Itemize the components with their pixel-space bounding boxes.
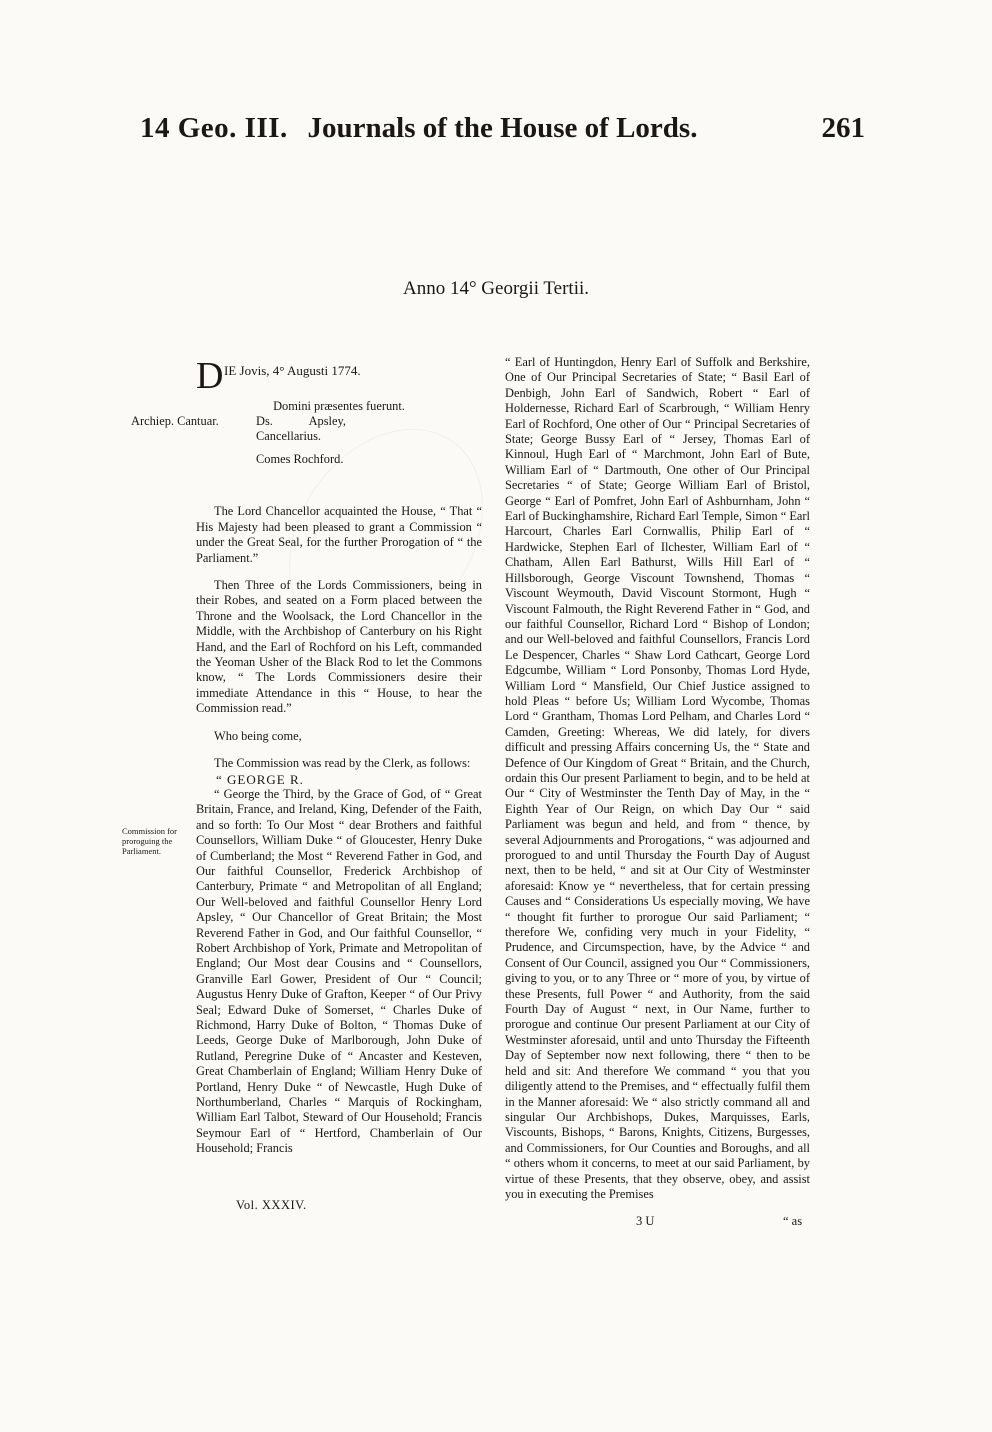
running-head-title: Journals of the House of Lords.	[307, 112, 698, 144]
attendee-chancellor: Ds. Apsley, Cancellarius.	[256, 414, 346, 444]
attendee-archbishop: Archiep. Cantuar.	[131, 414, 219, 429]
paragraph-commissioners: Then Three of the Lords Commissioners, being in their Robes, and seated on a Form placed between the Throne and the Woolsack, the Lord Chancellor in the Middle, with the Archbishop of Canterbury on his Right Hand, and the Earl of Rochford on his Left, commanded the Yeoman Usher of the Black Rod to let the Commons know, “ The Lords Commissioners desire their immediate Attendance in this “ House, to hear the Commission read.”	[196, 578, 482, 716]
page-number: 261	[821, 112, 865, 144]
date-text: IE Jovis, 4° Augusti 1774.	[224, 363, 361, 378]
volume-label: Vol. XXXIV.	[236, 1198, 307, 1212]
running-head	[140, 112, 865, 156]
right-column	[505, 355, 810, 1202]
paragraph-who-being-come: Who being come,	[214, 728, 302, 743]
paragraph-commission-text: “ George the Third, by the Grace of God, of “ Great Britain, France, and Ireland, King, Defender of the Faith, and so forth: To Our Most “ dear Brothers and faithful Counsellors, William Duke “ of Gloucester, Henry Duke of Cumberland; the Most “ Reverend Father in God, and Our faithful Counsellor, Frederick Archbishop of Canterbury, Primate “ and Metropolitan of all England; Our Well-beloved and faithful Counsellor Henry Lord Apsley, “ Our Chancellor of Great Britain; the Most Reverend Father in God, and Our faithful Counsellor, “ Robert Archbishop of York, Primate and Metropolitan of England; Our Most dear Cousins and “ Counsellors, Granville Earl Gower, President of Our “ Council; Augustus Henry Duke of Grafton, Keeper “ of Our Privy Seal; Edward Duke of Somerset, “ Charles Duke of Richmond, Harry Duke of Bolton, “ Thomas Duke of Leeds, George Duke of Marlborough, John Duke of Rutland, Peregrine Duke of “ Ancaster and Kesteven, Great Chamberlain of England; William Henry Duke of Portland, Henry Duke “ of Newcastle, Hugh Duke of Northumberland, Charles “ Marquis of Rockingham, William Earl Talbot, Steward of Our Household; Francis Seymour Earl of “ Hertford, Chamberlain of Our Household; Francis	[196, 786, 482, 1156]
catchword: “ as	[783, 1214, 803, 1228]
attendance-list	[131, 414, 482, 504]
paragraph-commission-continued: “ Earl of Huntingdon, Henry Earl of Suffolk and Berkshire, One of Our Principal Secretaries of State; “ Basil Earl of Denbigh, John Earl of Sandwich, Robert “ Earl of Holdernesse, Richard Earl of Scarbrough, “ William Henry Earl of Rochford, One other of Our “ Principal Secretaries of State; George Bussy Earl of “ Jersey, Thomas Earl of Kinnoul, Hugh Earl of “ Marchmont, John Earl of Bute, William Earl of “ Dartmouth, One other of Our Principal Secretaries “ of State; George William Earl of Bristol, George “ Earl of Pomfret, John Earl of Ashburnham, John “ Earl of Buckinghamshire, Richard Earl Temple, Simon “ Earl Harcourt, Charles Earl Cornwallis, Philip Earl of “ Hardwicke, Stephen Earl of Ilchester, William Earl of “ Chatham, Allen Earl Bathurst, Wills Hill Earl of “ Hillsborough, George Viscount Townshend, Thomas “ Viscount Weymouth, David Viscount Stormont, Hugh “ Viscount Falmouth, the Right Reverend Father in “ God, and our faithful Counsellor, Richard Lord “ Bishop of London; and our Well-beloved and faithful Counsellors, Francis Lord Le Despencer, Charles “ Shaw Lord Cathcart, George Lord Edgcumbe, William “ Lord Ponsonby, Thomas Lord Hyde, William Lord “ Mansfield, Our Chief Justice assigned to hold Pleas “ before Us; William Lord Wycombe, Thomas Lord “ Grantham, Thomas Lord Pelham, and Charles Lord “ Camden, Greeting: Whereas, We did lately, for divers difficult and pressing Affairs concerning Us, the “ State and Defence of Our Kingdom of Great “ Britain, and the Church, ordain this Our present Parliament to begin, and to be held at Our “ City of Westminster the Tenth Day of May, in the “ Eighth Year of Our Reign, on which Day Our “ said Parliament was begun and held, and from “ thence, by several Adjournments and Prorogations, “ was adjourned and prorogued to and until Thursday the Fourth Day of August next, then to be held, “ and sit at Our City of Westminster aforesaid: Know ye “ nevertheless, that for certain pressing Causes and “ Considerations Us especially moving, We have “ thought fit further to prorogue Our said Parliament; “ therefore We, confiding very much in your Fidelity, “ Prudence, and Circumspection, have, by the Advice “ and Consent of Our Council, assigned you Our “ Commissioners, giving to you, or to any Three or “ more of you, by virtue of these Presents, full Power “ and Authority, from the said Fourth Day of August “ next, in Our Name, further to prorogue and continue Our present Parliament at our City of Westminster aforesaid, until and unto Thursday the Fifteenth Day of September now next following, there “ then to be held and sit: And therefore We command “ you that you diligently attend to the Premises, and “ effectually fulfil them in the Manner aforesaid: We “ also strictly command all and singular Our Archbishops, Dukes, Marquisses, Earls, Viscounts, Bishops, “ Barons, Knights, Citizens, Burgesses, and Commissioners, for Our Counties and Boroughs, and all “ others whom it concerns, to meet at our said Parliament, by virtue of these Presents, that they observe, obey, and assist you in executing the Premises	[505, 355, 810, 1201]
signature-mark: 3 U	[636, 1214, 655, 1228]
paragraph-chancellor: The Lord Chancellor acquainted the House, “ That “ His Majesty had been pleased to grant a Commission “ under the Great Seal, for the further Prorogation of “ the Parliament.”	[196, 504, 482, 565]
date-line	[196, 355, 482, 399]
present-heading: Domini præsentes fuerunt.	[273, 399, 405, 413]
margin-note: Commission for proroguing the Parliament.	[122, 826, 178, 856]
attendee-rochford: Comes Rochford.	[256, 452, 344, 467]
running-head-left: 14 Geo. III.	[140, 112, 288, 144]
george-r-heading: “ GEORGE R.	[216, 771, 304, 787]
drop-cap: D	[196, 355, 224, 397]
paragraph-commission-read: The Commission was read by the Clerk, as follows:	[214, 756, 471, 771]
anno-heading: Anno 14° Georgii Tertii.	[402, 278, 590, 299]
